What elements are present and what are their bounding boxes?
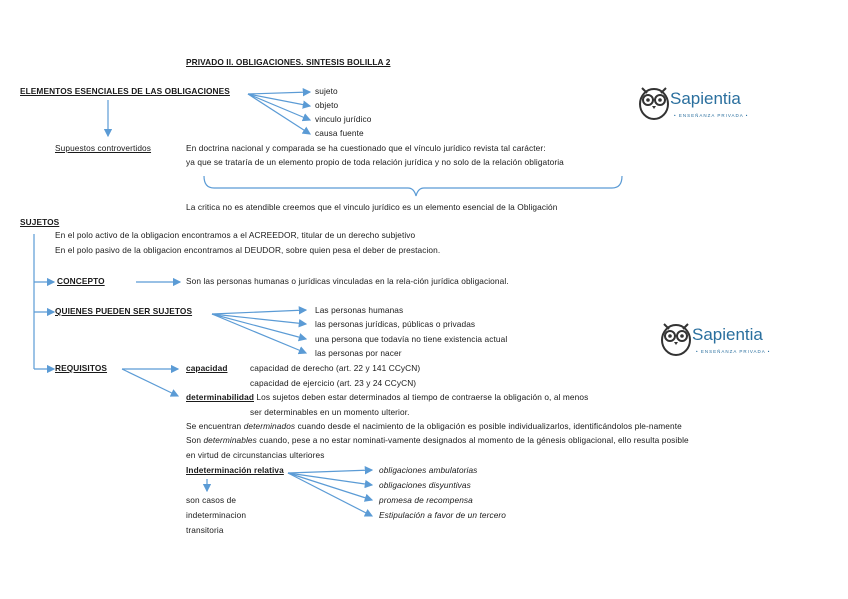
indeterminacion-item: promesa de recompensa [379, 495, 473, 505]
transitoria-line: son casos de [186, 495, 237, 505]
determinables-pre: Son [186, 435, 204, 445]
quienes-item: Las personas humanas [315, 305, 404, 315]
supuestos-label: Supuestos controvertidos [55, 143, 152, 153]
indeterminacion-item: obligaciones disyuntivas [379, 480, 471, 490]
transitoria-line: indeterminacion [186, 510, 247, 520]
transitoria-line: transitoria [186, 525, 224, 535]
polo-pasivo: En el polo pasivo de la obligacion encontramos al DEUDOR, sobre quien pesa el deber de prestacion. [55, 245, 441, 255]
elemento-item: vinculo jurídico [315, 114, 372, 124]
determinables-line [186, 435, 689, 446]
quienes-item: las personas por nacer [315, 348, 402, 358]
document-title: PRIVADO II. OBLIGACIONES. SINTESIS BOLILLA 2 [186, 57, 391, 67]
indeterminacion-label: Indeterminación relativa [186, 465, 284, 475]
sapientia-logo [636, 304, 776, 378]
supuestos-line2: ya que se trataría de un elemento propio de toda relación jurídica y no solo de la relación obligatoria [186, 157, 564, 167]
elementos-heading: ELEMENTOS ESENCIALES DE LAS OBLIGACIONES [20, 86, 230, 96]
determinables-word: determinables [203, 435, 257, 445]
logo-brand: Sapientia [692, 325, 763, 344]
capacidad-item: capacidad de ejercicio (art. 23 y 24 CCyCN) [250, 378, 417, 388]
quienes-item: las personas jurídicas, públicas o privadas [315, 319, 476, 329]
supuestos-conclusion: La critica no es atendible creemos que el vinculo jurídico es un elemento esencial de la Obligación [186, 202, 558, 212]
determinabilidad-text2: ser determinables en un momento ulterior. [250, 407, 410, 417]
logo-tagline: • ENSEÑANZA PRIVADA • [674, 113, 749, 118]
determinados-post: cuando desde el nacimiento de la obligación es posible individualizarlos, identificándolos ple-namente [295, 421, 682, 431]
owl-icon [658, 318, 694, 358]
requisitos-label: REQUISITOS [55, 363, 108, 373]
sujetos-heading: SUJETOS [20, 217, 60, 227]
sapientia-logo [614, 68, 754, 142]
indeterminacion-item: Estipulación a favor de un tercero [379, 510, 507, 520]
polo-activo: En el polo activo de la obligacion encontramos a el ACREEDOR, titular de un derecho subjetivo [55, 230, 416, 240]
quienes-item: una persona que todavía no tiene existencia actual [315, 334, 508, 344]
determinabilidad-label: determinabilidad [186, 392, 254, 402]
determinados-line [186, 421, 682, 432]
elemento-item: objeto [315, 100, 339, 110]
owl-icon [636, 82, 672, 122]
supuestos-line1: En doctrina nacional y comparada se ha cuestionado que el vínculo jurídico revista tal carácter: [186, 143, 546, 153]
determinados-pre: Se encuentran [186, 421, 244, 431]
capacidad-item: capacidad de derecho (art. 22 y 141 CCyCN) [250, 363, 421, 373]
determinabilidad-line [186, 392, 588, 403]
capacidad-label: capacidad [186, 363, 228, 373]
concepto-text: Son las personas humanas o jurídicas vinculadas en la rela-ción jurídica obligacional. [186, 276, 509, 286]
logo-tagline: • ENSEÑANZA PRIVADA • [696, 349, 771, 354]
determinables-post: cuando, pese a no estar nominati-vamente designados al momento de la génesis obligacional, ello resulta posible [256, 435, 689, 445]
indeterminacion-item: obligaciones ambulatorias [379, 465, 478, 475]
concepto-label: CONCEPTO [57, 276, 105, 286]
determinables-cont: en virtud de circunstancias ulteriores [186, 450, 325, 460]
quienes-label: QUIENES PUEDEN SER SUJETOS [55, 306, 193, 316]
determinados-word: determinados [243, 421, 296, 431]
determinabilidad-text: Los sujetos deben estar determinados al tiempo de contraerse la obligación o, al menos [254, 392, 589, 402]
logo-brand: Sapientia [670, 89, 741, 108]
elemento-item: sujeto [315, 86, 338, 96]
elemento-item: causa fuente [315, 128, 364, 138]
